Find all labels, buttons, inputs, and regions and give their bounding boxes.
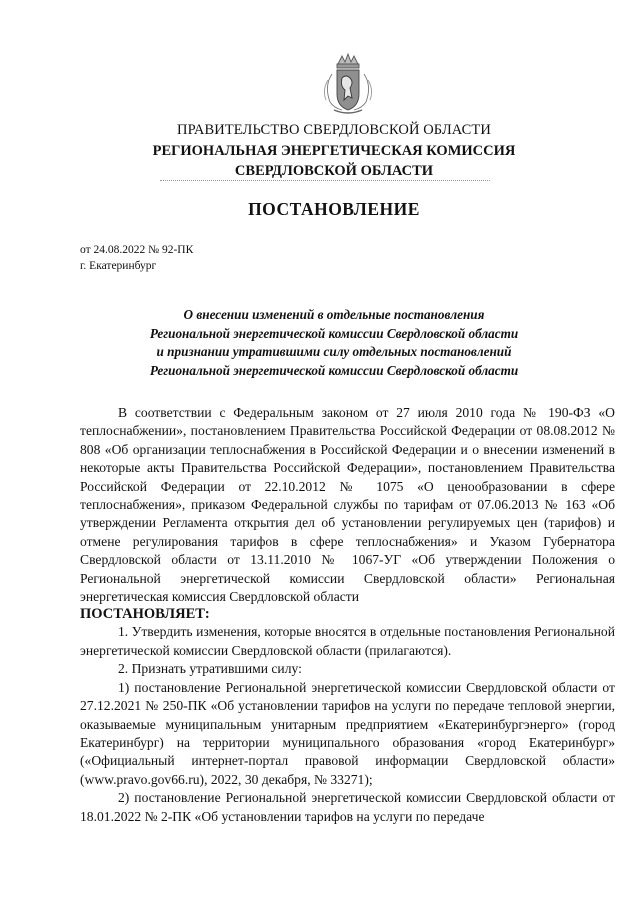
document-date-number: от 24.08.2022 № 92-ПК bbox=[80, 244, 194, 256]
header-divider bbox=[160, 180, 490, 181]
subject-line: и признании утратившими силу отдельных постановлений bbox=[156, 344, 512, 359]
commission-region: СВЕРДЛОВСКОЙ ОБЛАСТИ bbox=[234, 163, 434, 179]
preamble-paragraph: В соответствии с Федеральным законом от 27 июля 2010 года № 190-ФЗ «О теплоснабжении», постановлением Правительства Российской Федерации от 08.08.2012 № 808 «Об организации теплоснабжения в Российской Федерации и о внесении изменений в некоторые акты Правительства Российской Федерации», постановлением Правительства Российской Федерации от 22.10.2012 № 1075 «О ценообразовании в сфере теплоснабжения», приказом Федеральной службы по тарифам от 07.06.2013 № 163 «Об утверждении Регламента открытия дел об установлении регулируемых цен (тарифов) и отмене регулирования тарифов в сфере теплоснабжения» и Указом Губернатора Свердловской области от 13.11.2010 № 1067-УГ «Об утверждении Положения о Региональной энергетической комиссии Свердловской области» Региональная энергетическая комиссия Свердловской области bbox=[80, 405, 615, 605]
document-body bbox=[80, 404, 615, 826]
document-city: г. Екатеринбург bbox=[80, 260, 157, 272]
document-type-title: ПОСТАНОВЛЕНИЕ bbox=[248, 199, 420, 219]
subject-line: Региональной энергетической комиссии Свердловской области bbox=[149, 362, 519, 378]
item-2-2-paragraph: 2) постановление Региональной энергетической комиссии Свердловской области от 18.01.2022 № 2-ПК «Об установлении тарифов на услуги по передаче bbox=[80, 790, 615, 824]
coat-of-arms-emblem bbox=[316, 52, 380, 116]
item-2-paragraph: 2. Признать утратившими силу: bbox=[118, 661, 302, 677]
item-2-1-paragraph: 1) постановление Региональной энергетической комиссии Свердловской области от 27.12.2021 № 250-ПК «Об установлении тарифов на услуги по передаче тепловой энергии, оказываемые муниципальным унитарным предприятием «Екатеринбургэнерго» (город Екатеринбург) на территории муниципального образования «город Екатеринбург» («Официальный интернет-портал правовой информации Свердловской области» (www.pravo.gov66.ru), 2022, 30 декабря, № 33271); bbox=[80, 679, 615, 787]
government-name: ПРАВИТЕЛЬСТВО СВЕРДЛОВСКОЙ ОБЛАСТИ bbox=[177, 122, 491, 138]
decree-word: ПОСТАНОВЛЯЕТ: bbox=[80, 606, 210, 623]
subject-line: Региональной энергетической комиссии Свердловской области bbox=[149, 325, 519, 341]
item-1-paragraph: 1. Утвердить изменения, которые вносятся в отдельные постановления Региональной энергетической комиссии Свердловской области (прилагаются). bbox=[80, 624, 615, 658]
subject-line: О внесении изменений в отдельные постановления bbox=[183, 307, 485, 322]
document-subject bbox=[0, 306, 640, 380]
commission-name: РЕГИОНАЛЬНАЯ ЭНЕРГЕТИЧЕСКАЯ КОМИССИЯ bbox=[152, 143, 516, 159]
